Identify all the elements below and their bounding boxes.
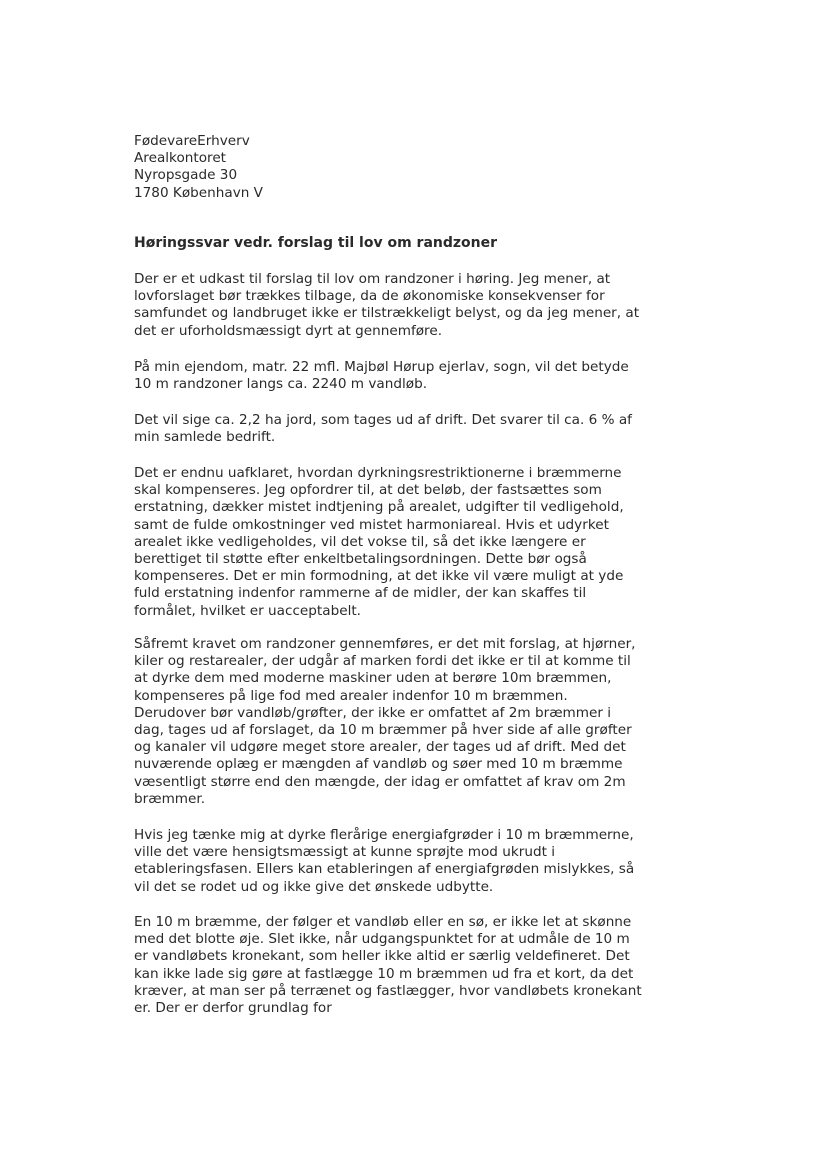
text-line: Det vil sige ca. 2,2 ha jord, som tages ud af drift. Det svarer til ca. 6 % af — [134, 412, 632, 428]
address-line: Nyropsgade 30 — [134, 167, 238, 184]
text-line: bræmmer. — [134, 790, 206, 807]
text-line: Det er endnu uafklaret, hvordan dyrkningsrestriktionerne i bræmmerne — [134, 465, 622, 481]
paragraph — [134, 827, 694, 896]
text-line: min samlede bedrift. — [134, 429, 276, 446]
text-line: kompenseres. Det er min formodning, at det ikke vil være muligt at yde — [134, 568, 624, 585]
paragraph — [134, 271, 694, 340]
text-line: og kanaler vil udgøre meget store arealer, der tages ud af drift. Med det — [134, 739, 626, 756]
text-line: er vandløbets kronekant, som heller ikke altid er særlig veldefineret. Det — [134, 948, 630, 965]
text-line: er. Der er derfor grundlag for — [134, 1000, 332, 1017]
text-line: at dyrke dem med moderne maskiner uden at berøre 10m bræmmen, — [134, 670, 612, 687]
text-line: Hvis jeg tænke mig at dyrke flerårige energiafgrøder i 10 m bræmmerne, — [134, 827, 634, 843]
text-line: kiler og restarealer, der udgår af marken fordi det ikke er til at komme til — [134, 653, 631, 670]
text-line: På min ejendom, matr. 22 mfl. Majbøl Hørup ejerlav, sogn, vil det betyde — [134, 359, 629, 375]
text-line: Såfremt kravet om randzoner gennemføres, er det mit forslag, at hjørner, — [134, 636, 636, 652]
text-line: formålet, hvilket er uacceptabelt. — [134, 602, 361, 619]
text-line: dag, tages ud af forslaget, da 10 m bræmmer på hver side af alle grøfter — [134, 722, 632, 739]
text-line: skal kompenseres. Jeg opfordrer til, at det beløb, der fastsættes som — [134, 482, 602, 499]
text-line: lovforslaget bør trækkes tilbage, da de økonomiske konsekvenser for — [134, 288, 605, 305]
text-line: berettiget til støtte efter enkeltbetalingsordningen. Dette bør også — [134, 551, 587, 568]
text-line: En 10 m bræmme, der følger et vandløb eller en sø, er ikke let at skønne — [134, 914, 632, 930]
address-line: Arealkontoret — [134, 150, 227, 167]
text-line: det er uforholdsmæssigt dyrt at gennemføre. — [134, 322, 443, 339]
address-line: 1780 København V — [134, 184, 263, 201]
address-line: FødevareErhverv — [134, 133, 250, 149]
text-line: samt de fulde omkostninger ved mistet harmoniareal. Hvis et udyrket — [134, 516, 609, 533]
letter-subject: Høringssvar vedr. forslag til lov om randzoner — [134, 235, 498, 251]
text-line: vil det se rodet ud og ikke give det ønskede udbytte. — [134, 878, 494, 895]
text-line: etableringsfasen. Ellers kan etableringen af energiafgrøden mislykkes, så — [134, 861, 635, 878]
text-line: kan ikke lade sig gøre at fastlægge 10 m bræmmen ud fra et kort, da det — [134, 965, 634, 982]
text-line: Derudover bør vandløb/grøfter, der ikke er omfattet af 2m bræmmer i — [134, 704, 612, 721]
text-line: kompenseres på lige fod med arealer indenfor 10 m bræmmen. — [134, 687, 568, 704]
text-line: samfundet og landbruget ikke er tilstrækkeligt belyst, og da jeg mener, at — [134, 305, 640, 322]
text-line: væsentligt større end den mængde, der idag er omfattet af krav om 2m — [134, 773, 626, 790]
paragraph — [134, 359, 694, 393]
text-line: fuld erstatning indenfor rammerne af de midler, der kan skaffes til — [134, 585, 587, 602]
text-line: med det blotte øje. Slet ikke, når udgangspunktet for at udmåle de 10 m — [134, 931, 630, 948]
paragraph — [134, 412, 694, 446]
text-line: ville det være hensigtsmæssigt at kunne sprøjte mod ukrudt i — [134, 844, 556, 861]
text-line: arealet ikke vedligeholdes, vil det vokse til, så det ikke længere er — [134, 533, 586, 550]
recipient-address — [134, 133, 734, 202]
paragraph — [134, 636, 694, 808]
paragraph — [134, 465, 694, 620]
paragraph — [134, 914, 694, 1017]
text-line: Der er et udkast til forslag til lov om randzoner i høring. Jeg mener, at — [134, 271, 611, 287]
text-line: erstatning, dækker mistet indtjening på arealet, udgifter til vedligehold, — [134, 499, 624, 516]
text-line: nuværende oplæg er mængden af vandløb og søer med 10 m bræmme — [134, 756, 623, 773]
text-line: kræver, at man ser på terrænet og fastlægger, hvor vandløbets kronekant — [134, 982, 642, 999]
text-line: 10 m randzoner langs ca. 2240 m vandløb. — [134, 376, 428, 393]
